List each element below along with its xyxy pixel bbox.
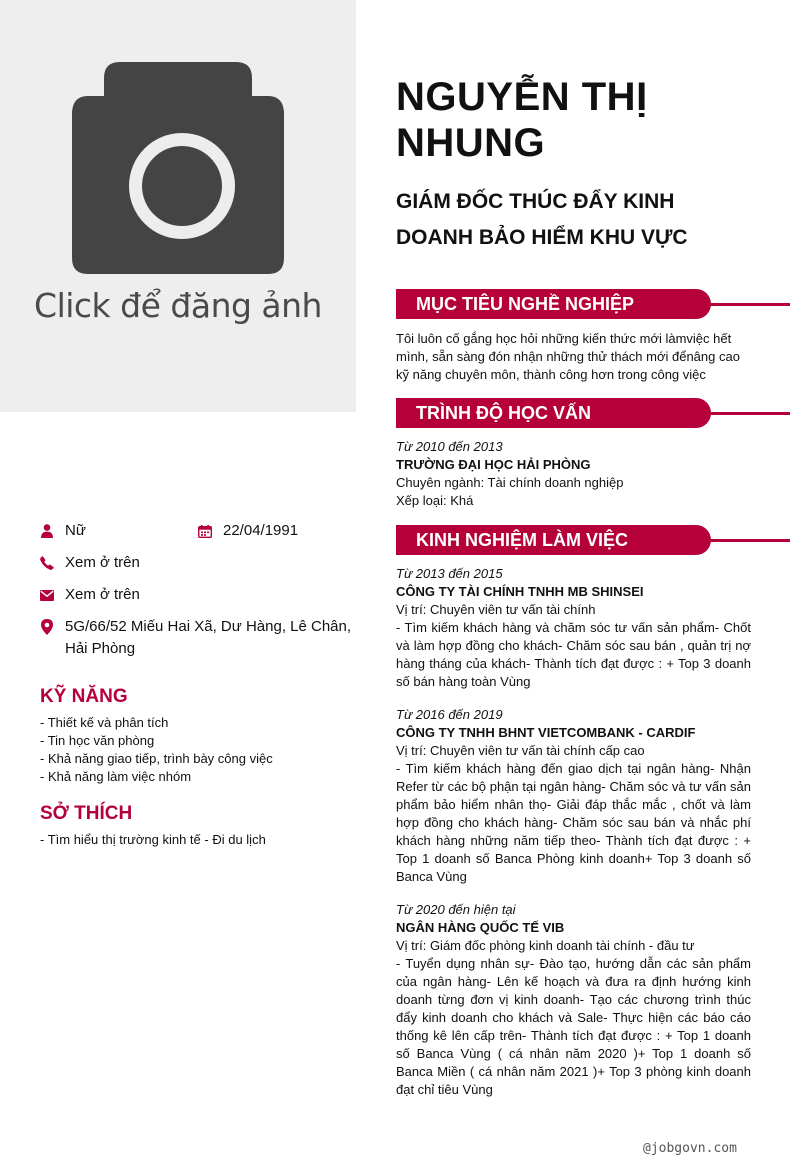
education-major: Chuyên ngành: Tài chính doanh nghiệp	[396, 475, 624, 490]
job-description: - Tuyển dụng nhân sự- Đào tạo, hướng dẫn các sản phẩm của ngân hàng- Lên kế hoạch và đưa ra định hướng kinh doanh từng đơn vị kinh doanh- Tạo các chương trình thúc đẩy kinh doanh cho khách và Sale- Thực hiện các báo cáo thống kê lên cấp trên- Thành tích đạt được : + Top 1 doanh số Banca Vùng ( cá nhân năm 2020 )+ Top 1 doanh số Banca Miền ( cá nhân năm 2021 )+ Top 3 phòng kinh doanh đạt chỉ tiêu Vùng	[396, 956, 751, 1097]
job-title: GIÁM ĐỐC THÚC ĐẨY KINH DOANH BẢO HIỂM KHU VỰC	[396, 190, 688, 249]
gender-value: Nữ	[65, 522, 86, 539]
skill-item: - Khả năng làm việc nhóm	[40, 769, 192, 784]
hobbies-heading: SỞ THÍCH	[40, 803, 133, 824]
education-section-header	[396, 398, 790, 428]
job-description: - Tìm kiếm khách hàng và chăm sóc tư vấn sản phẩm- Chốt và làm hợp đồng cho khách- Chăm sóc sau bán , quản trị nợ hàng tháng của khách- Thành tích đạt được : + Top 3 doanh số bán hàng toàn Vùng	[396, 620, 751, 689]
experience-section-header	[396, 525, 790, 555]
phone-icon	[40, 552, 54, 574]
experience-heading: KINH NGHIỆM LÀM VIỆC	[396, 525, 711, 555]
email-row	[40, 584, 140, 606]
gender-row	[40, 520, 86, 542]
watermark: @jobgovn.com	[643, 1141, 737, 1156]
company-name: NGÂN HÀNG QUỐC TẾ VIB	[396, 920, 565, 935]
education-entry	[396, 438, 751, 510]
skill-item: - Thiết kế và phân tích	[40, 715, 169, 730]
skill-item: - Khả năng giao tiếp, trình bày công việc	[40, 751, 273, 766]
job-description: - Tìm kiếm khách hàng đến giao dịch tại ngân hàng- Nhận Refer từ các bộ phận tại ngân hàng- Chăm sóc và tư vấn sản phẩm bảo hiểm nhân thọ- Giải đáp thắc mắc , chốt và làm hợp đồng cho khách hàng- Chăm sóc sau bán và nhắc phí khách hàng những năm tiếp theo- Thành tích đạt được : + Top 1 doanh số Banca Phòng kinh doanh+ Top 3 doanh số Banca Vùng	[396, 761, 751, 884]
phone-row	[40, 552, 140, 574]
mail-icon	[40, 584, 54, 606]
company-name: CÔNG TY TNHH BHNT VIETCOMBANK - CARDIF	[396, 725, 696, 740]
job-position: Vị trí: Chuyên viên tư vấn tài chính cấp cao	[396, 743, 645, 758]
job-entry	[396, 706, 751, 886]
job-period: Từ 2013 đến 2015	[396, 566, 503, 581]
objective-heading: MỤC TIÊU NGHỀ NGHIỆP	[396, 289, 711, 319]
company-name: CÔNG TY TÀI CHÍNH TNHH MB SHINSEI	[396, 584, 644, 599]
education-heading: TRÌNH ĐỘ HỌC VẤN	[396, 398, 711, 428]
birthday-row	[198, 520, 298, 542]
email-value: Xem ở trên	[65, 586, 140, 603]
objective-section-header	[396, 289, 790, 319]
skill-item: - Tin học văn phòng	[40, 733, 155, 748]
calendar-icon	[198, 520, 212, 542]
phone-value: Xem ở trên	[65, 554, 140, 571]
profile-photo-placeholder[interactable]	[0, 0, 356, 412]
upload-photo-caption: Click để đăng ảnh	[34, 286, 322, 325]
job-entry	[396, 901, 751, 1099]
address-row	[40, 616, 356, 660]
skills-heading: KỸ NĂNG	[40, 686, 128, 707]
candidate-name: NGUYỄN THỊ NHUNG	[396, 75, 648, 165]
job-position: Vị trí: Giám đốc phòng kinh doanh tài chính - đầu tư	[396, 938, 695, 953]
person-icon	[40, 520, 54, 542]
job-period: Từ 2020 đến hiện tại	[396, 902, 516, 917]
hobbies-text: - Tìm hiểu thị trường kinh tế - Đi du lịch	[40, 832, 266, 847]
education-period: Từ 2010 đến 2013	[396, 439, 503, 454]
job-position: Vị trí: Chuyên viên tư vấn tài chính	[396, 602, 596, 617]
address-value: 5G/66/52 Miếu Hai Xã, Dư Hàng, Lê Chân, Hải Phòng	[65, 618, 352, 657]
school-name: TRƯỜNG ĐẠI HỌC HẢI PHÒNG	[396, 457, 591, 472]
skills-list	[40, 714, 273, 786]
birthday-value: 22/04/1991	[223, 522, 299, 539]
job-entry	[396, 565, 751, 691]
camera-icon	[72, 62, 284, 274]
objective-text: Tôi luôn cố gắng học hỏi những kiến thức mới làmviệc hết mình, sẵn sàng đón nhận những thử thách mới đểnâng cao kỹ năng chuyên môn, thành công hơn trong công việc	[396, 331, 740, 382]
education-grade: Xếp loại: Khá	[396, 493, 474, 508]
job-period: Từ 2016 đến 2019	[396, 707, 503, 722]
location-pin-icon	[40, 616, 54, 638]
